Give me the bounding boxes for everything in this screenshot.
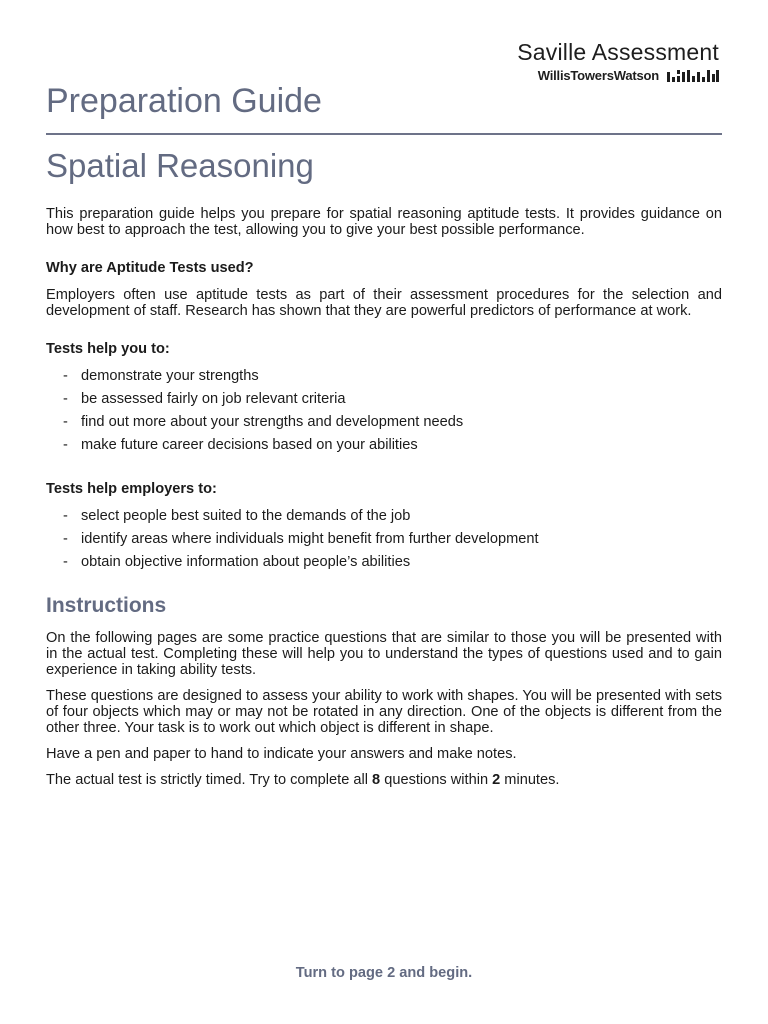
timing-paragraph: The actual test is strictly timed. Try to complete all 8 questions within 2 minutes. [46,772,560,788]
list-item: - identify areas where individuals might benefit from further development [63,531,539,547]
brand-sub [517,68,719,83]
wtw-bars-logo-icon [667,70,719,82]
list-item: - make future career decisions based on your abilities [63,437,418,453]
question-count: 8 [372,772,381,788]
instructions-paragraph-1: On the following pages are some practice questions that are similar to those you will be presented with in the actual test. Completing these will help you to understand the types of questions used and to gain experience in taking ability tests. [46,630,722,678]
instructions-paragraph-2: These questions are designed to assess your ability to work with shapes. You will be presented with sets of four objects which may or may not be rotated in any direction. One of the objects is different from the other three. Your task is to work out which object is different in shape. [46,688,722,736]
help-employers-heading: Tests help employers to: [46,481,217,497]
guide-title: Preparation Guide [46,82,322,120]
why-heading: Why are Aptitude Tests used? [46,260,254,276]
list-item: - select people best suited to the demands of the job [63,508,411,524]
why-paragraph: Employers often use aptitude tests as part of their assessment procedures for the selection and development of staff. Research has shown that they are powerful predictors of performance at work. [46,287,722,319]
list-item: - obtain objective information about people’s abilities [63,554,411,570]
help-you-heading: Tests help you to: [46,341,170,357]
intro-paragraph: This preparation guide helps you prepare for spatial reasoning aptitude tests. It provides guidance on how best to approach the test, allowing you to give your best possible performance. [46,206,722,238]
brand-block [517,38,719,83]
brand-name: Saville Assessment [517,39,719,65]
list-item: - find out more about your strengths and development needs [63,414,464,430]
help-employers-list [46,508,722,577]
topic-title: Spatial Reasoning [46,147,314,184]
header-divider [46,133,722,135]
list-item: - be assessed fairly on job relevant criteria [63,391,346,407]
guide-content [46,206,722,798]
minutes-count: 2 [492,772,501,788]
help-you-list [46,368,722,460]
instructions-heading: Instructions [46,594,167,617]
footer-note: Turn to page 2 and begin. [295,965,473,981]
instructions-paragraph-3: Have a pen and paper to hand to indicate your answers and make notes. [46,746,517,762]
list-item: - demonstrate your strengths [63,368,259,384]
brand-sub-text: WillisTowersWatson [537,68,659,83]
